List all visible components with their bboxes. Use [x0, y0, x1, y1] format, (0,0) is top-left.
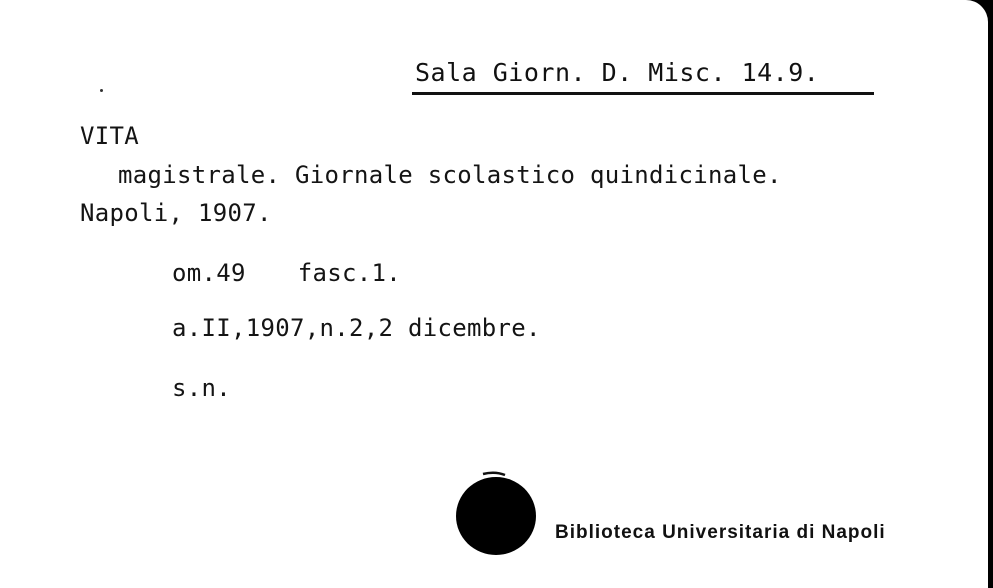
- imprint: Napoli, 1907.: [80, 199, 272, 227]
- library-seal-icon: [455, 470, 537, 556]
- stray-mark: [100, 89, 103, 92]
- holding-line-2: a.II,1907,n.2,2 dicembre.: [172, 314, 541, 342]
- holding-line-1: [172, 259, 401, 287]
- shelfmark-underline: [412, 92, 874, 95]
- holding-volume: om.49: [172, 259, 246, 287]
- holding-issue: fasc.1.: [297, 259, 401, 287]
- holding-line-3: s.n.: [172, 374, 231, 402]
- library-name: Biblioteca Universitaria di Napoli: [555, 522, 886, 543]
- title-subtitle: magistrale. Giornale scolastico quindicinale.: [118, 161, 782, 189]
- title-heading: VITA: [80, 122, 139, 150]
- shelfmark: Sala Giorn. D. Misc. 14.9.: [415, 58, 820, 87]
